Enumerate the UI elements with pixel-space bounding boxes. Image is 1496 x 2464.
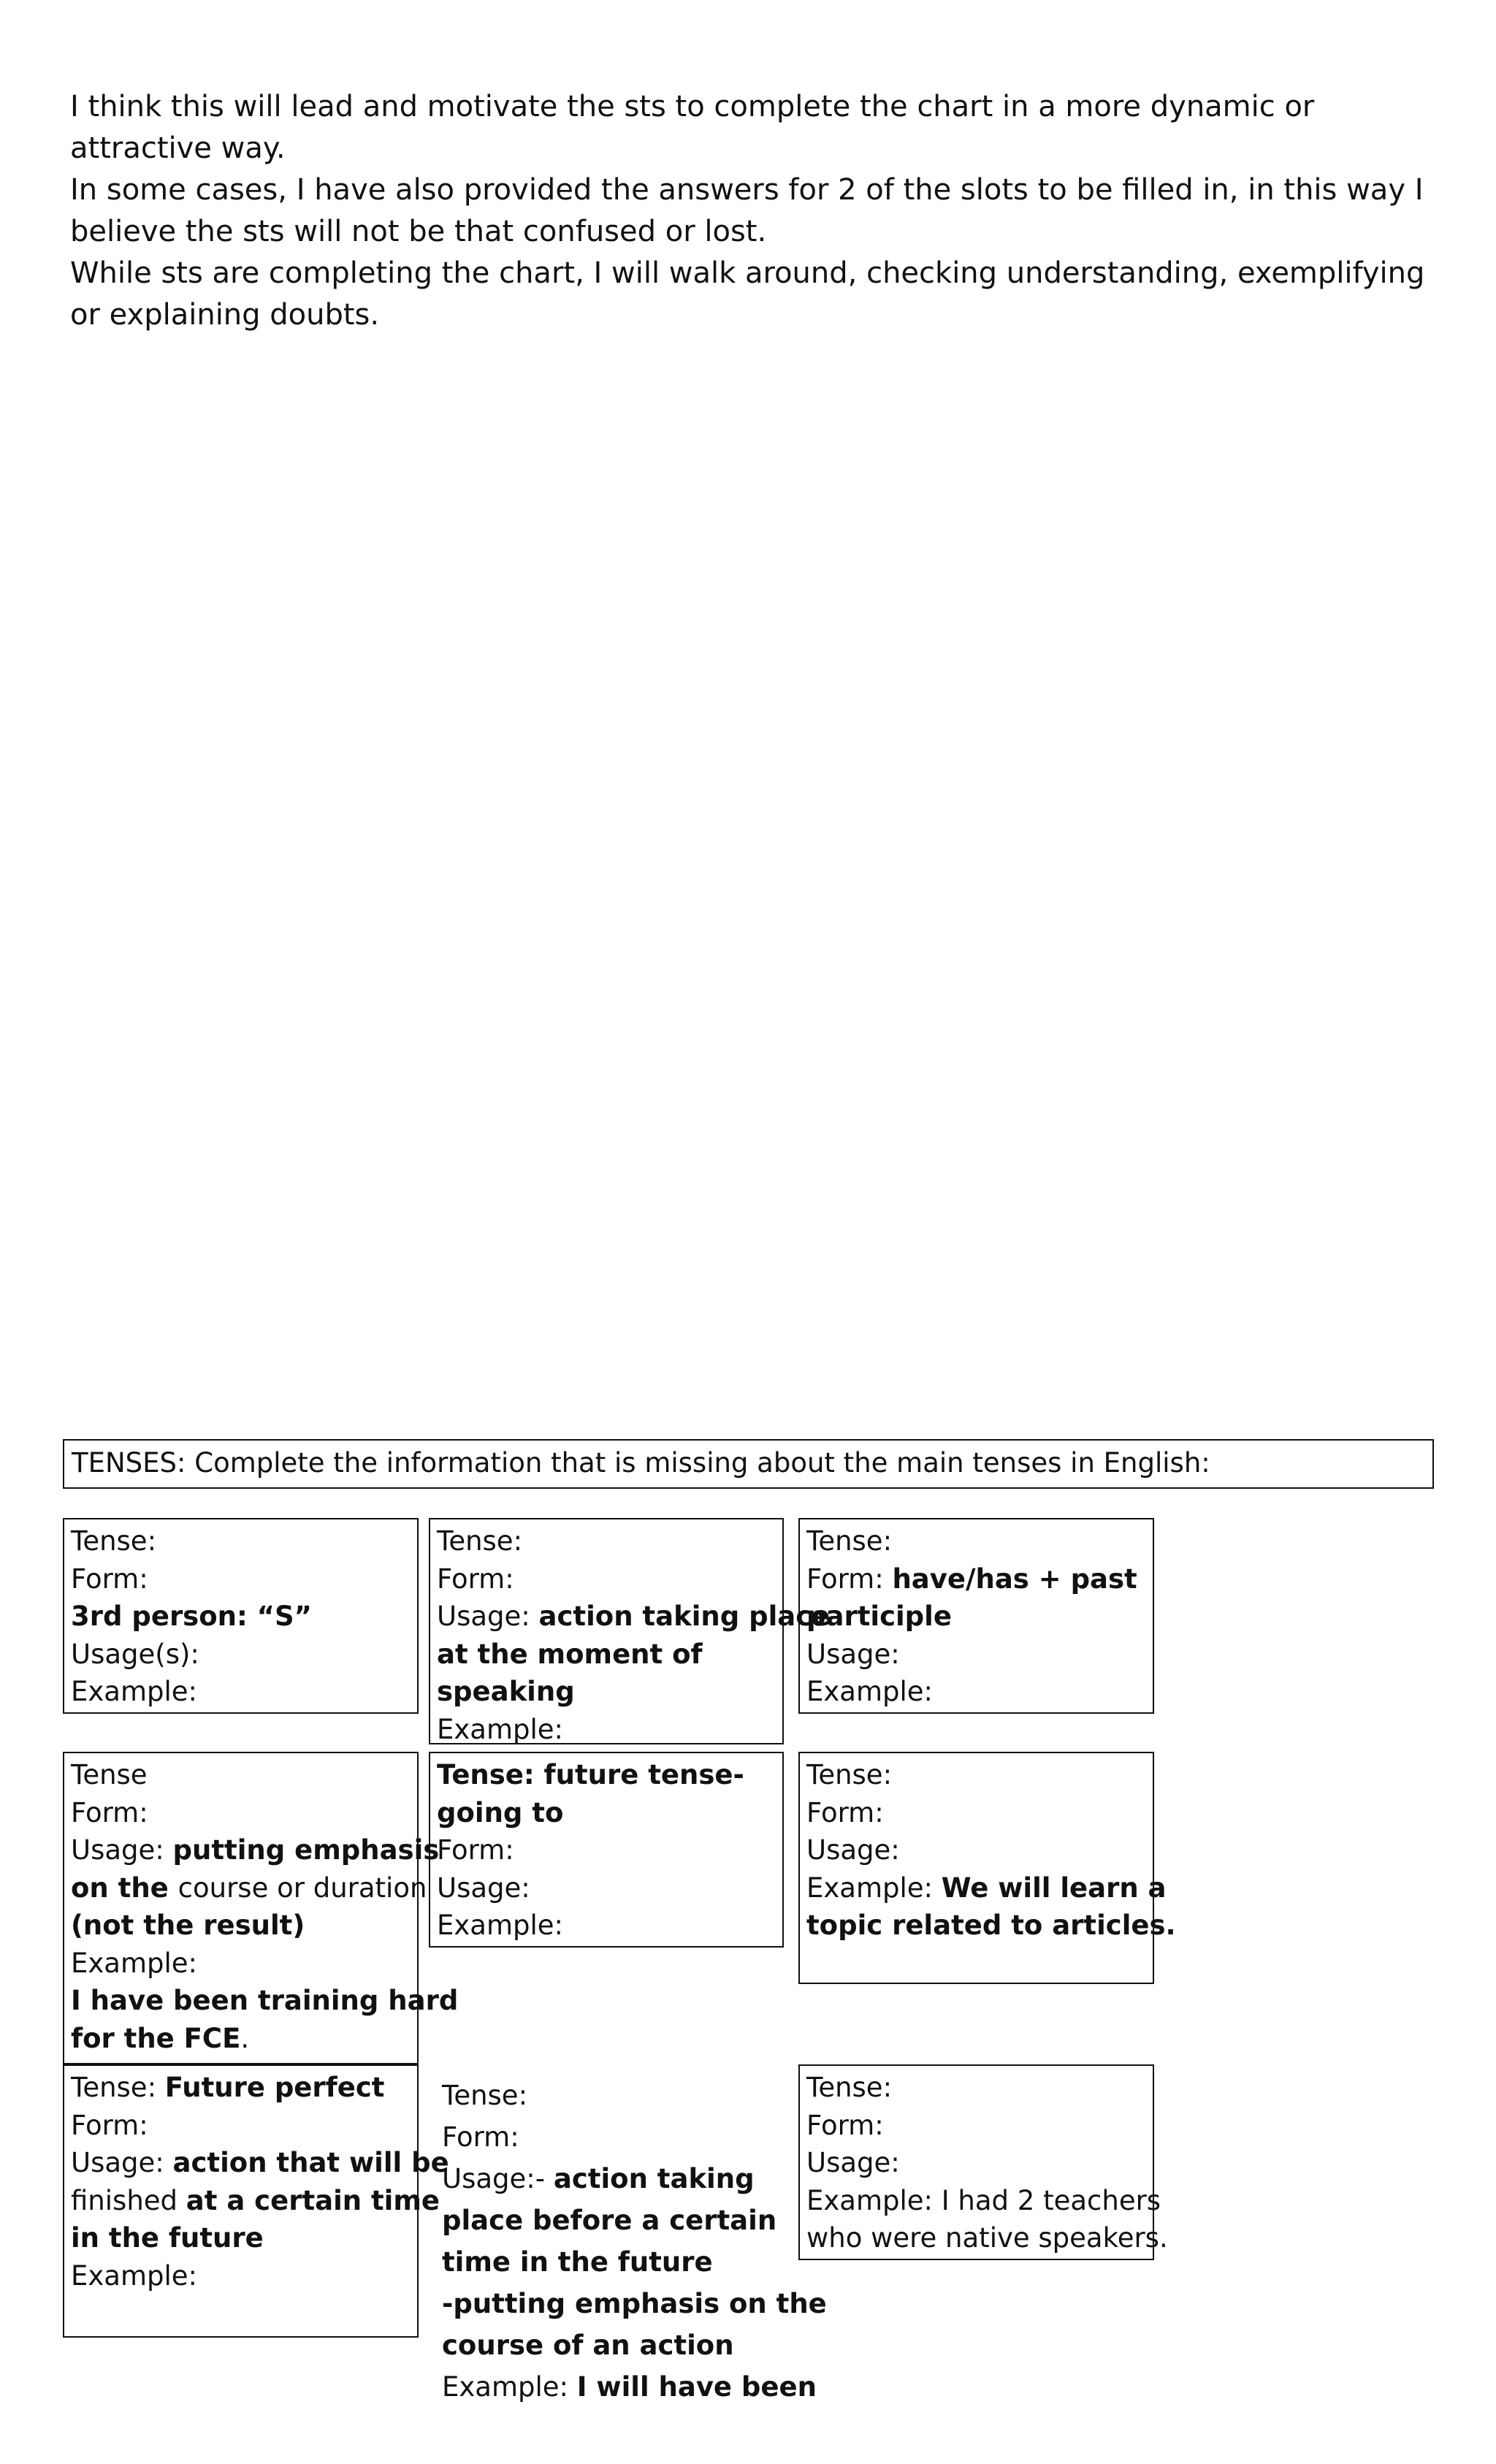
usage-answer: action taking place <box>538 1601 831 1632</box>
example-period: . <box>240 2022 250 2054</box>
intro-paragraph-3: While sts are completing the chart, I will walk around, checking understanding, exemplifying or explaining doubts. <box>70 256 1425 332</box>
example-label: Example: <box>71 2259 197 2292</box>
tenses-header: TENSES: Complete the information that is missing about the main tenses in English: <box>63 1439 1434 1489</box>
form-label: Form: <box>71 1563 148 1595</box>
usage-answer-line-2b: at a certain time <box>186 2184 440 2216</box>
tense-label: Tense: <box>806 1525 893 1557</box>
example-answer-line-2: topic related to articles. <box>806 1910 1176 1941</box>
example-label: Example: <box>437 1910 563 1941</box>
example-answer: I will have been <box>576 2371 817 2403</box>
tense-cell-present-perfect <box>798 1518 1154 1714</box>
tense-label: Tense: <box>806 1759 893 1790</box>
form-label: Form: <box>71 1796 148 1828</box>
usage-label: Usage:- <box>442 2163 554 2194</box>
tense-cell-future-perfect <box>63 2064 449 2338</box>
form-answer: have/has + past <box>892 1563 1137 1595</box>
usage-label: Usage: <box>437 1872 530 1904</box>
form-label: Form: <box>437 1834 514 1866</box>
example-label: Example: <box>71 1676 197 1707</box>
form-label: Form: <box>806 1796 884 1828</box>
usage-answer-line-3: (not the result) <box>71 1910 305 1941</box>
usage-answer-line-3: in the future <box>71 2222 264 2254</box>
example-line-2: who were native speakers. <box>806 2222 1168 2254</box>
usage-answer-line-4: -putting emphasis on the <box>442 2288 827 2319</box>
example-label: Example: <box>806 1872 942 1904</box>
example-label: Example: <box>806 1676 933 1707</box>
example-label: Example: <box>437 1713 563 1745</box>
tense-cell-present-perfect-continuous <box>63 1752 459 2064</box>
usage-answer-line-2: place before a certain <box>442 2205 777 2236</box>
usage-label: Usage: <box>806 2147 900 2178</box>
example-label: Example: <box>71 1947 197 1979</box>
tense-cell-present-continuous <box>429 1518 831 1745</box>
tense-cell-present-simple <box>63 1518 419 1714</box>
tense-cell-past-simple <box>798 2064 1168 2260</box>
tense-label: Tense: <box>71 1525 157 1557</box>
usage-label: Usage: <box>806 1834 900 1866</box>
usage-answer: putting emphasis <box>172 1834 440 1866</box>
usage-label: Usage: <box>437 1601 539 1632</box>
form-answer: 3rd person: “S” <box>71 1601 312 1632</box>
example-answer-line-2: for the FCE <box>71 2022 241 2054</box>
tense-label: Tense: <box>437 1525 523 1557</box>
example-answer: We will learn a <box>941 1872 1167 1904</box>
form-answer-line-2: participle <box>806 1601 952 1632</box>
usage-answer-line-3: speaking <box>437 1676 575 1707</box>
usage-answer-line-2b: course or duration <box>178 1872 427 1904</box>
tense-cell-future-will <box>798 1752 1176 1984</box>
tense-cell-future-perfect-continuous <box>435 2072 827 2422</box>
usage-answer-line-2a: on the <box>71 1872 178 1904</box>
usage-answer: action taking <box>553 2163 755 2194</box>
usage-label: Usage: <box>71 2147 173 2178</box>
example-label: Example: <box>442 2371 577 2403</box>
tense-label: Tense: <box>442 2080 528 2111</box>
intro-text <box>70 86 1443 336</box>
example-line: Example: I had 2 teachers <box>806 2184 1161 2216</box>
usage-label: Usage(s): <box>71 1638 199 1670</box>
intro-paragraph-2: In some cases, I have also provided the answers for 2 of the slots to be filled in, in this way I believe the sts will not be that confused or lost. <box>70 173 1424 248</box>
usage-label: Usage: <box>71 1834 173 1866</box>
example-answer: I have been training hard <box>71 1985 459 2016</box>
form-label: Form: <box>806 1563 893 1595</box>
usage-answer-line-5: course of an action <box>442 2330 734 2361</box>
tense-label: Tense <box>71 1759 148 1790</box>
usage-answer-line-2a: finished <box>71 2184 186 2216</box>
form-label: Form: <box>442 2121 519 2153</box>
intro-paragraph-1: I think this will lead and motivate the sts to complete the chart in a more dynamic or attractive way. <box>70 90 1315 165</box>
form-label: Form: <box>806 2109 884 2141</box>
form-label: Form: <box>71 2109 148 2141</box>
usage-label: Usage: <box>806 1638 900 1670</box>
tense-answer-line-2: going to <box>437 1796 564 1828</box>
tense-label: Tense: <box>806 2072 893 2103</box>
form-label: Form: <box>437 1563 514 1595</box>
tense-answer: Future perfect <box>164 2072 385 2103</box>
tense-answer: Tense: future tense- <box>437 1759 744 1790</box>
tense-cell-going-to <box>429 1752 784 1948</box>
tense-label: Tense: <box>71 2072 165 2103</box>
usage-answer-line-3: time in the future <box>442 2246 713 2278</box>
usage-answer-line-2: at the moment of <box>437 1638 703 1670</box>
usage-answer: action that will be <box>172 2147 449 2178</box>
